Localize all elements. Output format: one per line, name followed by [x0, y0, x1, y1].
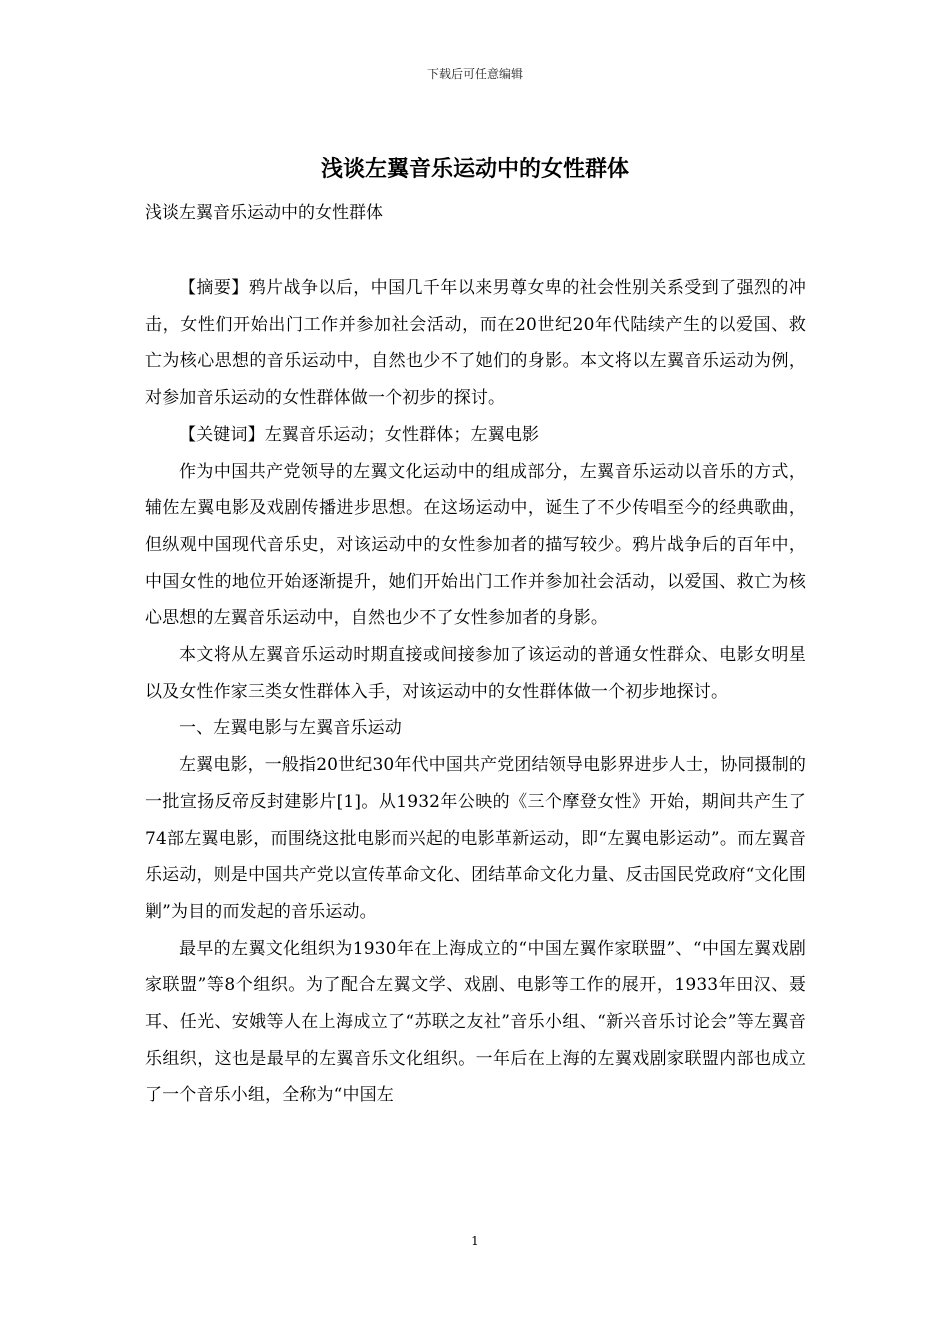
document-title: 浅谈左翼音乐运动中的女性群体 [320, 157, 629, 182]
body-paragraph: 本文将从左翼音乐运动时期直接或间接参加了该运动的普通女性群众、电影女明星以及女性作家三类女性群体入手，对该运动中的女性群体做一个初步地探讨。 [145, 645, 806, 702]
abstract-paragraph: 【摘要】鸦片战争以后，中国几千年以来男尊女卑的社会性别关系受到了强烈的冲击，女性们开始出门工作并参加社会活动，而在20世纪20年代陆续产生的以爱国、救亡为核心思想的音乐运动中，自然也少不了她们的身影。本文将以左翼音乐运动为例，对参加音乐运动的女性群体做一个初步的探讨。 [145, 278, 806, 409]
document-subtitle: 浅谈左翼音乐运动中的女性群体 [145, 203, 383, 223]
page-header: 下载后可任意编辑 [426, 67, 523, 81]
section-heading: 一、左翼电影与左翼音乐运动 [179, 718, 402, 739]
body-paragraph: 左翼电影，一般指20世纪30年代中国共产党团结领导电影界进步人士，协同摄制的一批宣扬反帝反封建影片[1]。从1932年公映的《三个摩登女性》开始，期间共产生了74部左翼电影，而围绕这批电影而兴起的电影革新运动，即“左翼电影运动”。而左翼音乐运动，则是中国共产党以宣传革命文化、团结革命文化力量、反击国民党政府“文化围剿”为目的而发起的音乐运动。 [145, 755, 806, 922]
body-paragraph: 最早的左翼文化组织为1930年在上海成立的“中国左翼作家联盟”、“中国左翼戏剧家联盟”等8个组织。为了配合左翼文学、戏剧、电影等工作的展开，1933年田汉、聂耳、任光、安娥等人在上海成立了“苏联之友社”音乐小组、“新兴音乐讨论会”等左翼音乐组织，这也是最早的左翼音乐文化组织。一年后在上海的左翼戏剧家联盟内部也成立了一个音乐小组，全称为“中国左 [145, 938, 806, 1106]
page-number: 1 [471, 1234, 479, 1248]
document-body [145, 270, 806, 1114]
keywords-paragraph: 【关键词】左翼音乐运动；女性群体；左翼电影 [179, 424, 540, 445]
body-paragraph: 作为中国共产党领导的左翼文化运动中的组成部分，左翼音乐运动以音乐的方式，辅佐左翼电影及戏剧传播进步思想。在这场运动中，诞生了不少传唱至今的经典歌曲，但纵观中国现代音乐史，对该运动中的女性参加者的描写较少。鸦片战争后的百年中，中国女性的地位开始逐渐提升，她们开始出门工作并参加社会活动，以爱国、救亡为核心思想的左翼音乐运动中，自然也少不了女性参加者的身影。 [145, 461, 806, 629]
